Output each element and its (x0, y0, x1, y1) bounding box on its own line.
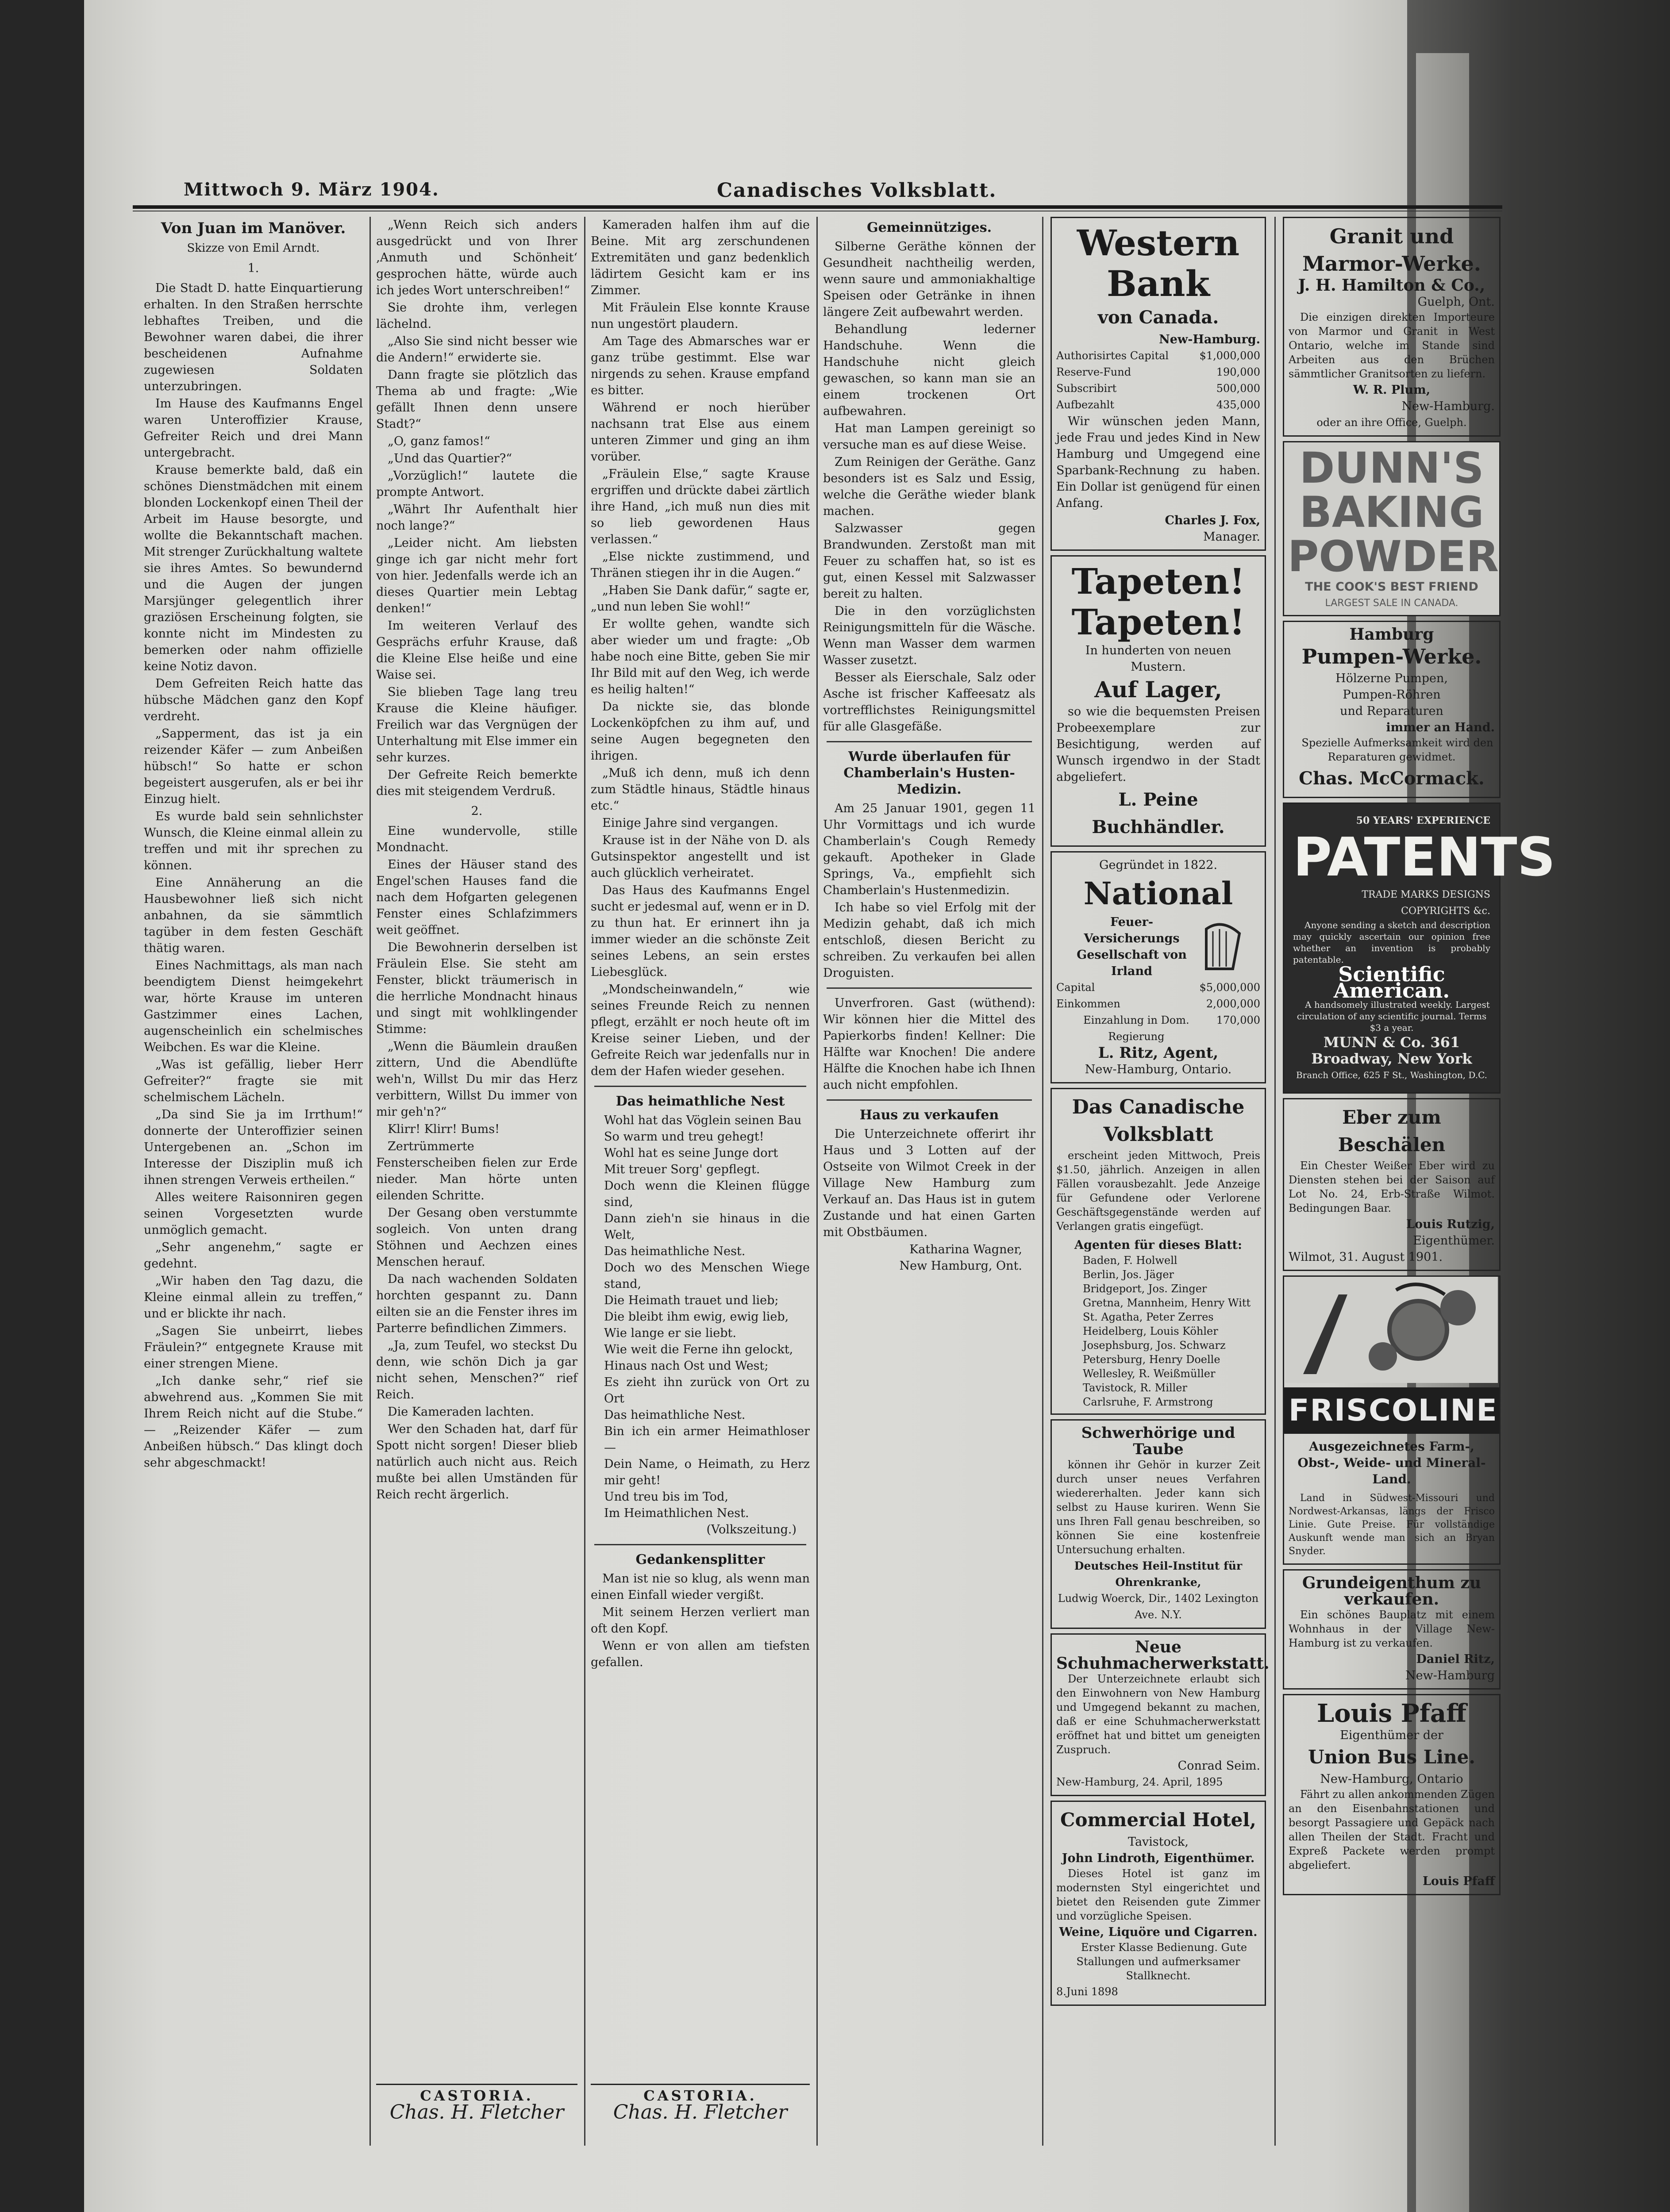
poem-line: Wohl hat das Vöglein seinen Bau (604, 1114, 802, 1127)
sale-title: Haus zu verkaufen (859, 1107, 999, 1123)
pfaff-sign: Louis Pfaff (1422, 1874, 1495, 1888)
hotel-title: Commercial Hotel, (1060, 1809, 1256, 1831)
section-rule (827, 1099, 1032, 1101)
capital-row (1056, 364, 1260, 380)
paragraph: „Fräulein Else,“ sagte Krause ergriffen und drückte dabei zärtlich ihre Hand, „ich muß nun dies mit so lieb gewordenen Haus verlassen.“ (591, 467, 810, 546)
bank-manager: Charles J. Fox, (1165, 514, 1260, 527)
cure-title: Wurde überlaufen für Chamberlain's Husten-Medizin. (843, 749, 1015, 797)
poem-line: Die bleibt ihm ewig, ewig lieb, (604, 1310, 789, 1324)
capital-value: $1,000,000 (1199, 349, 1260, 362)
poem-line: Die Heimath trauet und lieb; (604, 1294, 779, 1307)
paragraph: Die Unterzeichnete offerirt ihr Haus und 3 Lotten auf der Ostseite von Wilmot Creek in der Village New Hamburg zum Verkauf an. Das Haus ist in gutem Zustande und hat einen Garten mit Obstbäumen. (823, 1127, 1035, 1239)
column-divider (584, 217, 585, 2146)
paragraph: Eine wundervolle, stille Mondnacht. (376, 824, 577, 854)
agent-entry: Tavistock, R. Miller (1083, 1382, 1187, 1394)
tapeten-ad (1050, 555, 1266, 847)
paragraph: Eine Annäherung an die Hausbewohner ließ sich nicht anbahnen, da sie sämmtlich tagüber in dem festen Geschäft thätig waren. (144, 876, 363, 955)
agent-entry: Wellesley, R. Weißmüller (1083, 1367, 1216, 1380)
paragraph: Das Haus des Kaufmanns Engel sucht er jedesmal auf, wenn er in D. zu thun hat. Er erinnert ihn ja immer wieder an die schönste Zeit seines Lebens, an sein erstes Liebesglück. (591, 883, 810, 979)
bank-place: New-Hamburg. (1159, 333, 1260, 346)
paragraph: „Else nickte zustimmend, und Thränen stiegen ihr in die Augen.“ (591, 550, 810, 580)
pumpen-item: und Reparaturen (1340, 704, 1443, 718)
deaf-text: können ihr Gehör in kurzer Zeit durch unser neues Verfahren wiedererhalten. Jeder kann sich selbst zu Hause kuriren. Wenn Sie uns Ihren Fall genau beschreiben, so können Sie eine kostenfreie Untersuchung erhalten. (1056, 1459, 1260, 1556)
national-place: New-Hamburg, Ontario. (1085, 1063, 1232, 1076)
section-title: Gemeinnütziges. (866, 220, 992, 235)
granit-place: Guelph, Ont. (1417, 295, 1495, 309)
paragraph: Eines Nachmittags, als man nach beendigtem Dienst heimgekehrt war, hörte Krause im unteren Gastzimmer eines Lachen, augenscheinlich ein schelmisches Weibchen. Es war die Kleine. (144, 959, 363, 1054)
capital-value: 170,000 (1216, 1014, 1260, 1026)
paragraph: „Wir haben den Tag dazu, die Kleine einmal allein zu treffen,“ und er blickte ihr nach. (144, 1274, 363, 1321)
paragraph: Ich habe so viel Erfolg mit der Medizin gehabt, daß ich mich entschloß, diesen Bericht zu schreiben. Zu verkaufen bei allen Droguisten. (823, 901, 1035, 980)
paragraph: „Währt Ihr Aufenthalt hier noch lange?“ (376, 503, 577, 533)
pfaff-title: Louis Pfaff (1316, 1699, 1467, 1728)
pumpen-text: Spezielle Aufmerksamkeit wird den Reparaturen gewidmet. (1301, 737, 1493, 763)
tapeten-title: Tapeten! Tapeten! (1071, 561, 1245, 643)
paragraph: „Und das Quartier?“ (388, 452, 512, 465)
paragraph: „Ich danke sehr,“ rief sie abwehrend aus. „Kommen Sie mit Ihrem Reich nicht auf die Stube.“ — „Reizender Käfer — zum Anbeißen hübsch.“ Das klingt doch sehr abgeschmackt! (144, 1374, 363, 1470)
capital-row (1056, 380, 1260, 397)
hotel-date: 8.Juni 1898 (1056, 1985, 1118, 1998)
sciam-title: Scientific American. (1333, 962, 1450, 1002)
peine-name: L. Peine Buchhändler. (1092, 789, 1225, 837)
paragraph: Dem Gefreiten Reich hatte das hübsche Mädchen ganz den Kopf verdreht. (144, 677, 363, 723)
baking-line: POWDER (1288, 532, 1499, 581)
pfaff-place: New-Hamburg, Ontario (1320, 1772, 1463, 1786)
poem-line: Doch wo des Menschen Wiege stand, (604, 1261, 810, 1291)
poem-line: Das heimathliche Nest. (604, 1244, 746, 1258)
tapeten-text: In hunderten von neuen Mustern. (1085, 644, 1231, 674)
paragraph: Die Kameraden lachten. (388, 1405, 534, 1419)
story-byline: Skizze von Emil Arndt. (187, 242, 320, 255)
deaf-org: Deutsches Heil-Institut für Ohrenkranke, (1074, 1559, 1243, 1589)
capital-label: Einzahlung in Dom. Regierung (1083, 1014, 1189, 1043)
capital-value: 435,000 (1216, 399, 1260, 411)
poem-line: Bin ich ein armer Heimathloser — (604, 1425, 810, 1455)
volksblatt-text: erscheint jeden Mittwoch, Preis $1.50, jährlich. Anzeigen in allen Fällen vorausbezahlt. Jede Anzeige für Gefundene oder Verlorene Geschäftsgegenstände werden auf Verlangen gratis eingefügt. (1056, 1149, 1260, 1233)
paragraph: „Vorzüglich!“ lautete die prompte Antwort. (376, 469, 577, 499)
capital-label: Reserve-Fund (1056, 366, 1131, 378)
paragraph: Salzwasser gegen Brandwunden. Zerstoßt man mit Feuer zu schaffen hat, so ist es gut, einen Kessel mit Salzwasser bereit zu halten. (823, 522, 1035, 601)
paragraph: Dann fragte sie plötzlich das Thema ab und fragte: „Wie gefällt Ihnen denn unsere Stadt?“ (376, 368, 577, 431)
agent-entry: Berlin, Jos. Jäger (1083, 1268, 1174, 1281)
capital-row (1056, 348, 1260, 364)
castoria-title: CASTORIA. (591, 2084, 810, 2104)
section-rule (827, 741, 1032, 742)
shoe-title: Neue Schuhmacherwerkstatt. (1056, 1638, 1270, 1673)
fletcher-signature: Chas. H. Fletcher (389, 2101, 564, 2124)
column-6 (1281, 217, 1556, 2146)
paragraph: Krause bemerkte bald, daß ein schönes Dienstmädchen mit einem blonden Lockenkopf einen Theil der Arbeit im Hause besorgte, und wollte die Bekanntschaft machen. Mit strenger Zurückhaltung waltete sie ihres Amtes. So bewundernd und die Augen der jungen Marsjünger gelegentlich ihrer graziösen Erscheinung folgten, sie konnte nicht im Mindesten zu bemerken oder nahm offizielle keine Notiz davon. (144, 463, 363, 673)
paragraph: Der Gefreite Reich bemerkte dies mit steigendem Verdruß. (376, 768, 577, 798)
paragraph: Mit Fräulein Else konnte Krause nun ungestört plaudern. (591, 301, 810, 331)
section-rule (827, 987, 1032, 989)
patents-sub: TRADE MARKS DESIGNS COPYRIGHTS &c. (1362, 889, 1490, 917)
agents-list (1056, 1253, 1260, 1409)
paragraph: Alles weitere Raisonniren gegen seinen Vorgesetzten wurde unmöglich gemacht. (144, 1190, 363, 1237)
poem-line: Wie lange er sie liebt. (604, 1326, 736, 1340)
poem-line: Hinaus nach Ost und West; (604, 1359, 769, 1373)
pumpen-stock: immer an Hand. (1386, 721, 1495, 734)
paragraph: Kameraden halfen ihm auf die Beine. Mit arg zerschundenen Extremitäten und ganz bedenklich lädirtem Gesicht kam er ins Zimmer. (591, 218, 810, 297)
bank-subtitle: von Canada. (1097, 307, 1219, 328)
volksblatt-ad (1050, 1088, 1266, 1415)
paragraph: Besser als Eierschale, Salz oder Asche ist frischer Kaffeesatz als vortrefflichstes Reinigungsmittel für alle Glasgefäße. (823, 671, 1035, 733)
pump-works-ad (1283, 621, 1501, 798)
capital-value: $5,000,000 (1199, 981, 1260, 994)
baking-slogan: THE COOK'S BEST FRIEND (1305, 580, 1478, 594)
paragraph: Die in den vorzüglichsten Reinigungsmitteln für die Wäsche. Wenn man Wasser dem warmen Wasser zusetzt. (823, 604, 1035, 667)
national-founded: Gegründet in 1822. (1099, 858, 1218, 872)
deaf-ad (1050, 1419, 1266, 1629)
poem-line: Es zieht ihn zurück von Ort zu Ort (604, 1375, 810, 1406)
frisco-ad (1283, 1275, 1501, 1565)
hotel-extra: Weine, Liquöre und Cigarren. (1059, 1925, 1258, 1939)
agent-entry: Carlsruhe, F. Armstrong (1083, 1396, 1213, 1408)
hotel-footer: Erster Klasse Bedienung. Gute Stallungen und aufmerksamer Stallknecht. (1076, 1941, 1247, 1982)
capital-value: 190,000 (1216, 366, 1260, 378)
hotel-ad (1050, 1801, 1266, 2006)
aphorism: Man ist nie so klug, als wenn man einen Einfall wieder vergißt. (591, 1572, 810, 1602)
national-insurance-ad (1050, 851, 1266, 1083)
column-divider (1274, 217, 1276, 2146)
bank-title: Western Bank (1077, 222, 1240, 304)
harp-icon (1197, 920, 1246, 973)
rutzig-name: Louis Rutzig, (1406, 1217, 1495, 1231)
paragraph: Zertrümmerte Fensterscheiben fielen zur Erde nieder. Man hörte unten eilenden Schritte. (376, 1140, 577, 1202)
agents-title: Agenten für dieses Blatt: (1074, 1238, 1242, 1252)
agent-entry: St. Agatha, Peter Zerres (1083, 1311, 1214, 1323)
baking-sale: LARGEST SALE IN CANADA. (1325, 598, 1458, 609)
national-agent: L. Ritz, Agent, (1098, 1044, 1219, 1062)
grund-place: New-Hamburg (1405, 1669, 1495, 1682)
masthead-rule (133, 205, 1502, 209)
poem-line: Doch wenn die Kleinen flügge sind, (604, 1179, 810, 1209)
auf-lager: Auf Lager, (1094, 676, 1222, 703)
paragraph: Die Stadt D. hatte Einquartierung erhalten. In den Straßen herrschte lebhaftes Treiben, und die Bewohner waren dabei, die ihrer bescheidenen Aufnahme zugewiesen Soldaten unterzubringen. (144, 281, 363, 393)
paragraph: Silberne Geräthe können der Gesundheit nachtheilig werden, wenn saure und ammoniakhaltige Speisen oder Getränke in ihnen längere Zeit aufbewahrt werden. (823, 240, 1035, 319)
bank-manager-title: Manager. (1203, 530, 1260, 544)
national-subtitle: Feuer-Versicherungs Gesellschaft von Irland (1077, 915, 1187, 978)
paragraph: „Haben Sie Dank dafür,“ sagte er, „und nun leben Sie wohl!“ (591, 584, 810, 614)
poem-line: Und treu bis im Tod, (604, 1490, 728, 1504)
shoemaker-ad (1050, 1633, 1270, 1796)
western-bank-ad (1050, 217, 1266, 551)
splitter-title: Gedankensplitter (635, 1552, 765, 1567)
agent-entry: Petersburg, Henry Doelle (1083, 1353, 1220, 1366)
paragraph: „Leider nicht. Am liebsten ginge ich gar nicht mehr fort von hier. Jedenfalls werde ich an dieses Quartier mein Lebtag denken!“ (376, 536, 577, 615)
poem (591, 1112, 810, 1521)
real-estate-ad (1283, 1569, 1501, 1690)
poem-line: Dein Name, o Heimath, zu Herz mir geht! (604, 1457, 810, 1487)
munn-branch: Branch Office, 625 F St., Washington, D.C. (1296, 1070, 1488, 1080)
column-divider (369, 217, 371, 2146)
deaf-address: Ludwig Woerck, Dir., 1402 Lexington Ave. N.Y. (1058, 1592, 1259, 1621)
agent-entry: Baden, F. Holwell (1083, 1254, 1177, 1267)
granit-text: Die einzigen direkten Importeure von Marmor und Granit in West Ontario, welche im Stande sind Arbeiten aus den Brüchen sämmtlicher Granitsorten zu liefern. (1289, 311, 1495, 380)
baking-brand: DUNN'S (1299, 443, 1484, 493)
castoria-title: CASTORIA. (376, 2084, 577, 2104)
poem-line: Mit treuer Sorg' gepflegt. (604, 1163, 760, 1176)
paragraph: „Sehr angenehm,“ sagte er gedehnt. (144, 1240, 363, 1271)
capital-row (1056, 996, 1260, 1012)
rutzig-title: Eigenthümer. (1413, 1234, 1495, 1248)
bank-text: Wir wünschen jeden Mann, jede Frau und jedes Kind in New Hamburg und Umgegend eine Sparbank-Rechnung zu haben. Ein Dollar ist genügend für einen Anfang. (1056, 415, 1260, 510)
paragraph: Es wurde bald sein sehnlichster Wunsch, die Kleine einmal allein zu treffen und mit ihr sprechen zu können. (144, 810, 363, 872)
section-number: 1. (247, 261, 259, 275)
frisco-logo: FRISCOLINE (1284, 1387, 1499, 1434)
agent-entry: Josephsburg, Jos. Schwarz (1083, 1339, 1226, 1352)
granite-ad (1283, 217, 1501, 437)
column-4 (823, 217, 1035, 2146)
poem-title: Das heimathliche Nest (616, 1094, 785, 1109)
shoe-text: Der Unterzeichnete erlaubt sich den Einwohnern von New Hamburg und Umgegend bekannt zu machen, daß er eine Schuhmacherwerkstatt eröffnet hat und bittet um geneigten Zuspruch. (1056, 1673, 1260, 1756)
column-2 (376, 217, 577, 2146)
paragraph: Die Bewohnerin derselben ist Fräulein Else. Sie steht am Fenster, blickt träumerisch in die herrliche Mondnacht hinaus und singt mit wohlklingender Stimme: (376, 941, 577, 1036)
paragraph: Im Hause des Kaufmanns Engel waren Unteroffizier Krause, Gefreiter Reich und drei Mann untergebracht. (144, 397, 363, 460)
column-divider (1042, 217, 1043, 2146)
volksblatt-title: Das Canadische Volksblatt (1072, 1096, 1245, 1146)
paragraph: „Wenn die Bäumlein draußen zittern, Und die Abendlüfte weh'n, Willst Du mir das Herz verbittern, Willst Du immer von mir geh'n?“ (376, 1040, 577, 1119)
patents-ad (1283, 803, 1556, 1094)
pumpen-item: Hölzerne Pumpen, (1335, 672, 1448, 685)
granit-agent-place: New-Hamburg. (1401, 399, 1495, 413)
paragraph: Der Gesang oben verstummte sogleich. Von unten drang Stöhnen und Aechzen eines Menschen herauf. (376, 1206, 577, 1269)
shoe-name: Conrad Seim. (1177, 1759, 1260, 1773)
agent-entry: Gretna, Mannheim, Henry Witt (1083, 1297, 1251, 1309)
paragraph: „Muß ich denn, muß ich denn zum Städtle hinaus, Städtle hinaus etc.“ (591, 766, 810, 813)
paragraph: „Sagen Sie unbeirrt, liebes Fräulein?“ entgegnete Krause mit einer strengen Miene. (144, 1324, 363, 1371)
pumpen-place: Hamburg (1349, 625, 1434, 644)
paragraph: „Ja, zum Teufel, wo steckst Du denn, wie schön Dich ja gar nicht sehen, Menschen?“ rief Reich. (376, 1339, 577, 1402)
paragraph: Hat man Lampen gereinigt so versuche man es auf diese Weise. (823, 422, 1035, 452)
grund-name: Daniel Ritz, (1416, 1652, 1495, 1666)
sciam-text: A handsomely illustrated weekly. Largest circulation of any scientific journal. Terms $3 a year. (1297, 999, 1490, 1033)
baking-powder-ad (1283, 441, 1501, 616)
paragraph: Im weiteren Verlauf des Gesprächs erfuhr Krause, daß die Kleine Else heiße und eine Waise sei. (376, 619, 577, 682)
anecdote: Unverfroren. Gast (wüthend): Wir können hier die Mittel des Papierkorbs finden! Kellner: Die Hälfte war Knochen! Die andere Hälfte die Knochen habe ich Ihnen auch nicht empfohlen. (823, 996, 1035, 1092)
baking-line: BAKING (1299, 488, 1484, 537)
bank-capital-table (1056, 348, 1260, 413)
column-1 (144, 217, 363, 2146)
agent-entry: Bridgeport, Jos. Zinger (1083, 1283, 1207, 1295)
poem-line: Dann zieh'n sie hinaus in die Welt, (604, 1212, 810, 1242)
section-rule (594, 1086, 806, 1087)
pfaff-busline: Union Bus Line. (1308, 1746, 1475, 1768)
paragraph: Am Tage des Abmarsches war er ganz trübe gestimmt. Else war nirgends zu sehen. Krause empfand es bitter. (591, 334, 810, 397)
capital-row (1056, 1012, 1260, 1045)
poem-source: (Volkszeitung.) (706, 1523, 797, 1536)
boar-text: Ein Chester Weißer Eber wird zu Diensten stehen bei der Saison auf Lot No. 24, Erb-Straße Wilmot. Bedingungen Baar. (1289, 1160, 1495, 1214)
sale-signature: Katharina Wagner, (909, 1243, 1022, 1256)
aphorism: Mit seinem Herzen verliert man oft den Kopf. (591, 1605, 810, 1636)
column-5 (1049, 217, 1268, 2146)
paragraph: Sie drohte ihm, verlegen lächelnd. (376, 301, 577, 331)
aphorism: Wenn er von allen am tiefsten gefallen. (591, 1639, 810, 1669)
paragraph: Am 25 Januar 1901, gegen 11 Uhr Vormittags und ich wurde Chamberlain's Cough Remedy gekauft. Apotheker in Glade Springs, Va., empfiehlt sich Chamberlain's Hustenmedizin. (823, 802, 1035, 897)
masthead-title: Canadisches Volksblatt. (717, 179, 997, 202)
sale-place: New Hamburg, Ont. (899, 1259, 1022, 1273)
capital-label: Subscribirt (1056, 382, 1117, 395)
poem-line: Wie weit die Ferne ihn gelockt, (604, 1343, 793, 1356)
paragraph: Behandlung lederner Handschuhe. Wenn die Handschuhe nicht gleich gewaschen, so kann man sie an einem trockenen Ort aufbewahren. (823, 323, 1035, 418)
patents-title: PATENTS (1293, 827, 1556, 888)
shoe-place: New-Hamburg, 24. April, 1895 (1056, 1776, 1223, 1788)
pumpen-item: Pumpen-Röhren (1343, 688, 1441, 702)
pumpen-owner: Chas. McCormack. (1299, 768, 1485, 789)
paragraph: „Sapperment, das ist ja ein reizender Käfer — zum Anbeißen hübsch!“ So hatte er schon begeistert ausgerufen, als er bei ihr Einzug hielt. (144, 727, 363, 806)
hotel-place: Tavistock, (1128, 1835, 1189, 1849)
paragraph: „Wenn Reich sich anders ausgedrückt und von Ihrer ‚Anmuth und Schönheit‘ gesprochen hätte, würde auch ich jedes Wort unterschreiben!“ (376, 218, 577, 297)
section-rule (594, 1544, 806, 1545)
castoria-ad (376, 2079, 577, 2124)
pfaff-sub: Eigenthümer der (1340, 1728, 1443, 1742)
paragraph: „Also Sie sind nicht besser wie die Andern!“ erwiderte sie. (376, 334, 577, 365)
poem-line: Das heimathliche Nest. (604, 1408, 746, 1422)
rutzig-date: Wilmot, 31. August 1901. (1289, 1250, 1443, 1264)
column-divider (816, 217, 818, 2146)
hotel-owner: John Lindroth, Eigenthümer. (1062, 1851, 1255, 1865)
paragraph: Einige Jahre sind vergangen. (602, 816, 778, 830)
capital-label: Capital (1056, 981, 1095, 994)
granit-owner: J. H. Hamilton & Co., (1298, 276, 1485, 295)
capital-value: 500,000 (1216, 382, 1260, 395)
capital-row (1056, 979, 1260, 996)
grund-title: Grundeigenthum zu verkaufen. (1302, 1574, 1481, 1609)
fletcher-signature: Chas. H. Fletcher (613, 2101, 788, 2124)
agent-entry: Heidelberg, Louis Köhler (1083, 1325, 1218, 1337)
paragraph: Zum Reinigen der Geräthe. Ganz besonders ist es Salz und Essig, welche die Geräthe wieder blank machen. (823, 455, 1035, 518)
frisco-title: Ausgezeichnetes Farm-, Obst-, Weide- und Mineral-Land. (1297, 1439, 1486, 1486)
capital-label: Aufbezahlt (1056, 399, 1114, 411)
patents-text: Anyone sending a sketch and description may quickly ascertain our opinion free whether an invention is probably patentable. (1293, 920, 1490, 965)
paragraph: Da nach wachenden Soldaten horchten gespannt zu. Dann eilten sie an die Fenster ihres im Parterre befindlichen Zimmers. (376, 1272, 577, 1335)
national-title: National (1083, 875, 1233, 912)
masthead-date: Mittwoch 9. März 1904. (184, 179, 439, 200)
paragraph: Klirr! Klirr! Bums! (388, 1122, 500, 1136)
paragraph: Da nickte sie, das blonde Lockenköpfchen zu ihm auf, und seine Augen begegneten den ihrigen. (591, 700, 810, 763)
boar-title: Eber zum Beschälen (1338, 1106, 1446, 1156)
munn-address: MUNN & Co. 361 Broadway, New York (1311, 1034, 1472, 1067)
patents-badge: 50 YEARS' EXPERIENCE (1356, 815, 1490, 826)
deaf-title: Schwerhörige und Taube (1081, 1424, 1235, 1458)
capital-row (1056, 397, 1260, 413)
paragraph: Krause ist in der Nähe von D. als Gutsinspektor angestellt und ist auch glücklich verheiratet. (591, 833, 810, 880)
fruit-illustration (1284, 1277, 1499, 1383)
section-number: 2. (471, 804, 483, 818)
paragraph: „O, ganz famos!“ (388, 434, 490, 448)
poem-line: Im Heimathlichen Nest. (604, 1506, 749, 1520)
capital-value: 2,000,000 (1206, 998, 1260, 1010)
paragraph: Sie blieben Tage lang treu Krause die Kleine häufiger. Freilich war das Vergnügen der Unterhaltung mit Else immer ein sehr kurzes. (376, 685, 577, 764)
capital-label: Einkommen (1056, 998, 1120, 1010)
pfaff-text: Fährt zu allen ankommenden Zügen an den Eisenbahnstationen und besorgt Passagiere und Gepäck nach allen Theilen der Stadt. Fracht und Expreß Packete werden prompt abgeliefert. (1289, 1788, 1495, 1871)
pfaff-bus-ad (1283, 1694, 1501, 1895)
auf-lager-text: so wie die bequemsten Preisen Probeexemplare zur Besichtigung, werden auf Wunsch irgendwo in der Stadt abgeliefert. (1056, 705, 1260, 784)
paragraph: Eines der Häuser stand des Engel'schen Hauses fand die nach dem Hofgarten gelegenen Fenster eines Schlafzimmers weit geöffnet. (376, 858, 577, 937)
castoria-ad (591, 2079, 810, 2124)
paragraph: „Mondscheinwandeln,“ wie seines Freunde Reich zu nennen pflegt, erzählt er noch heute oft im Kreise seiner Lieben, und der Gefreite Reich war jedenfalls nur in dem der Hafen wieder gesehen. (591, 983, 810, 1078)
column-3 (591, 217, 810, 2146)
paragraph: Wer den Schaden hat, darf für Spott nicht sorgen! Dieser blieb natürlich auch nicht aus. Reich mußte bei allen Umständen für Reich recht ärgerlich. (376, 1422, 577, 1502)
granit-agent: W. R. Plum, (1353, 383, 1431, 397)
story-title: Von Juan im Manöver. (161, 219, 346, 237)
pumpen-title: Pumpen-Werke. (1301, 645, 1482, 668)
paragraph: Während er noch hierüber nachsann trat Else aus einem unteren Zimmer und ging an ihm vorüber. (591, 401, 810, 464)
capital-label: Authorisirtes Capital (1056, 349, 1169, 362)
poem-line: Wohl hat es seine Junge dort (604, 1146, 778, 1160)
paragraph: „Da sind Sie ja im Irrthum!“ donnerte der Unteroffizier seinen Untergebenen an. „Schon im Interesse der Disziplin muß ich ihnen strengen Verweis ertheilen.“ (144, 1108, 363, 1187)
national-capital-table (1056, 979, 1260, 1045)
paragraph: Er wollte gehen, wandte sich aber wieder um und fragte: „Ob habe noch eine Bitte, geben Sie mir Ihr Bild mit auf den Weg, ich werde es heilig halten!“ (591, 617, 810, 696)
paragraph: „Was ist gefällig, lieber Herr Gefreiter?“ fragte sie mit schelmischem Lächeln. (144, 1058, 363, 1104)
grund-text: Ein schönes Bauplatz mit einem Wohnhaus in der Village New-Hamburg ist zu verkaufen. (1289, 1609, 1495, 1649)
boar-ad (1283, 1098, 1501, 1271)
granit-office: oder an ihre Office, Guelph. (1316, 416, 1467, 429)
hotel-text: Dieses Hotel ist ganz im modernsten Styl eingerichtet und bietet den Reisenden gute Zimmer und vorzügliche Speisen. (1056, 1867, 1260, 1922)
frisco-text: Land in Südwest-Missouri und Nordwest-Arkansas, längs der Frisco Linie. Gute Preise. Für vollständige Auskunft wende man sich an Bryan Snyder. (1289, 1493, 1495, 1557)
poem-line: So warm und treu gehegt! (604, 1130, 764, 1144)
granit-title: Granit und Marmor-Werke. (1302, 224, 1481, 276)
